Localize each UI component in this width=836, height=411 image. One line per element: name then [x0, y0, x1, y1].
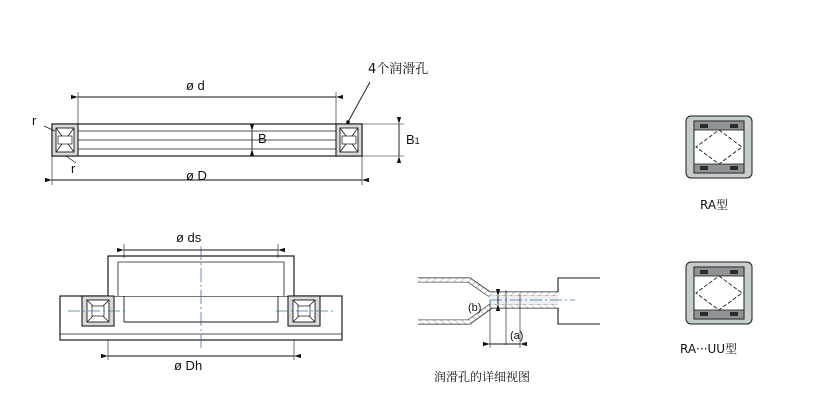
- dim-label-corner-radius-bottom: r: [71, 161, 76, 176]
- dim-label-outer-diameter: ø D: [186, 168, 207, 183]
- bottom-section-view: [60, 244, 342, 360]
- dim-label-width-b1-sub: 1: [414, 136, 420, 146]
- dim-label-width-b1-main: B: [406, 132, 415, 147]
- dim-label-ds: ø ds: [176, 230, 202, 245]
- variant-ra-uu-figure: [686, 262, 752, 324]
- variant-ra-figure: [686, 116, 752, 178]
- variant-ra-label: RA型: [700, 198, 729, 212]
- dim-label-inner-diameter: ø d: [186, 78, 205, 93]
- lubrication-hole-callout-label: 4个润滑孔: [368, 62, 429, 77]
- top-section-view: [44, 82, 404, 185]
- dim-label-width-b: B: [258, 131, 267, 146]
- dim-label-dh: ø Dh: [174, 358, 203, 373]
- lubrication-hole-detail: [418, 278, 600, 348]
- variant-ra-uu-label: RA···UU型: [680, 342, 738, 356]
- dim-label-b-detail: (b): [468, 302, 482, 314]
- dim-label-corner-radius-left: r: [32, 113, 37, 128]
- dim-label-width-b1: [406, 132, 420, 147]
- detail-view-caption: 润滑孔的详细视图: [434, 370, 531, 384]
- dim-label-a-detail: (a): [510, 330, 524, 342]
